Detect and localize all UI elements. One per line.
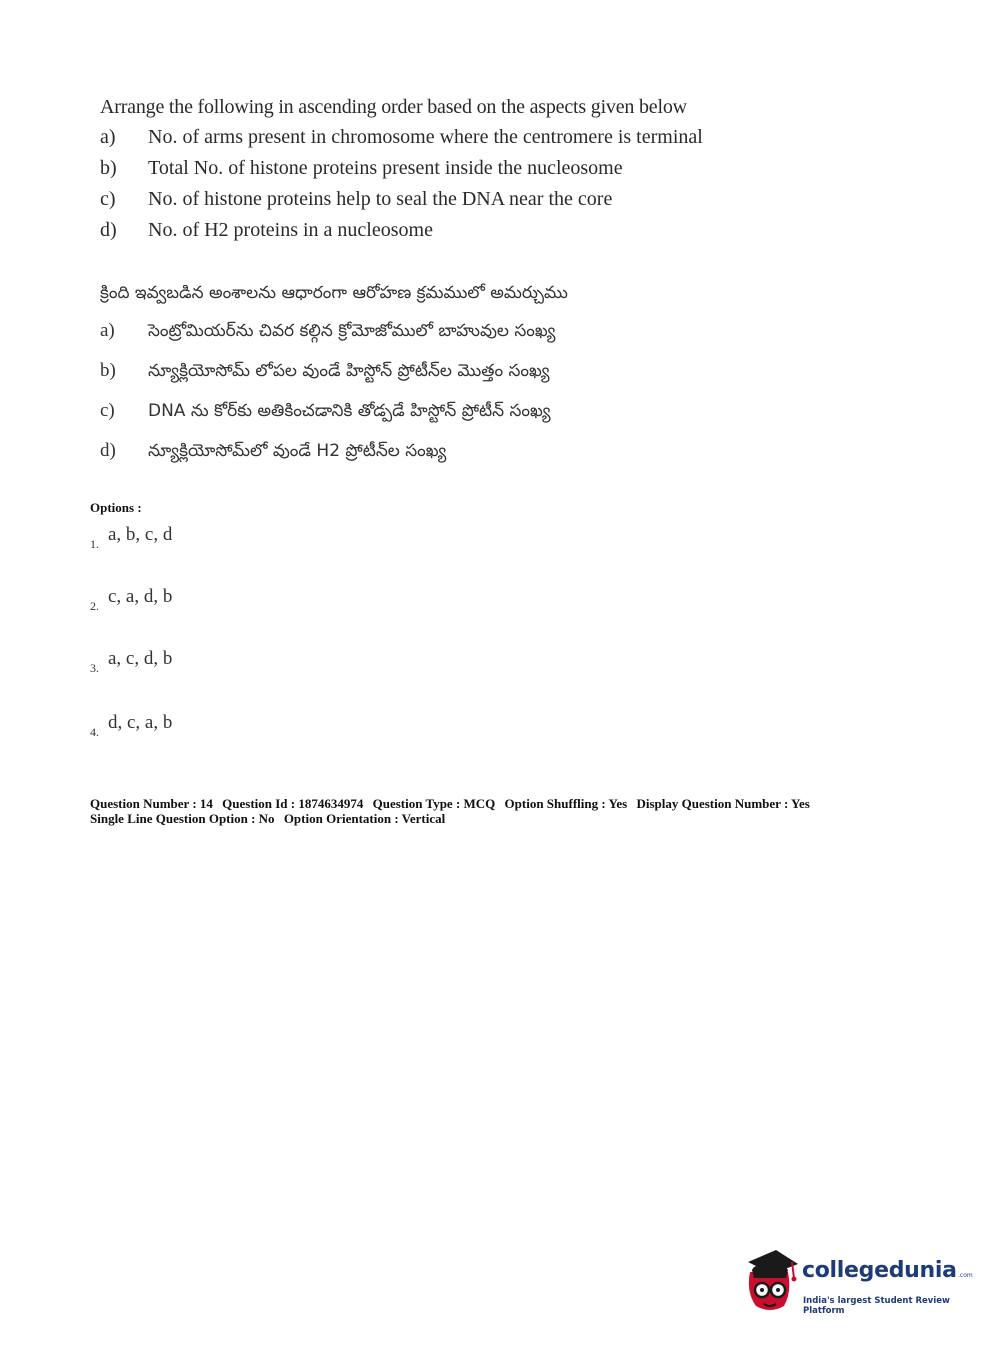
option-number: 3.: [90, 661, 99, 675]
question-block: [92, 96, 762, 479]
item-label: a): [100, 320, 115, 341]
mascot-graduate-icon: [742, 1248, 800, 1318]
item-label: b): [100, 360, 116, 381]
option-number: 4.: [90, 725, 99, 739]
meta-question-number: Question Number : 14: [90, 796, 213, 811]
item-text: సెంట్రోమియర్‌ను చివర కల్గిన క్రోమోజోములో బాహువుల సంఖ్య: [148, 321, 556, 341]
option-number: 1.: [90, 537, 99, 551]
item-label: d): [100, 219, 117, 241]
option-text: d, c, a, b: [108, 712, 173, 733]
item-label: b): [100, 157, 117, 179]
meta-option-orientation: Option Orientation : Vertical: [283, 811, 446, 826]
option-text: c, a, d, b: [108, 586, 173, 607]
item-label: d): [100, 440, 116, 461]
meta-single-line-option: Single Line Question Option : No: [90, 811, 275, 826]
logo-tagline: India's largest Student Review Platform: [803, 1296, 950, 1316]
question-metadata: [90, 796, 816, 826]
item-text: No. of histone proteins help to seal the DNA near the core: [148, 188, 613, 210]
option-number: 2.: [90, 599, 99, 613]
question-title-english: Arrange the following in ascending order based on the aspects given below: [100, 96, 687, 118]
item-text: DNA ను కోర్‌కు అతికించడానికి తోడ్పడే హిస్టోన్ ప్రోటీన్ సంఖ్య: [148, 401, 551, 421]
item-label: a): [100, 126, 116, 148]
item-label: c): [100, 188, 116, 210]
option-text: a, c, d, b: [108, 648, 173, 669]
telugu-item: [100, 359, 762, 383]
meta-question-id: Question Id : 1874634974: [222, 796, 364, 811]
english-item: [100, 218, 762, 243]
telugu-block: [92, 283, 762, 463]
telugu-item: [100, 319, 762, 343]
option-2[interactable]: [90, 586, 172, 614]
telugu-item: [100, 439, 762, 463]
item-label: c): [100, 400, 115, 421]
collegedunia-logo: [742, 1248, 972, 1324]
telugu-item: [100, 399, 762, 423]
item-text: న్యూక్లియోసోమ్ లోపల వుండే హిస్టోన్ ప్రోటీన్‌ల మొత్తం సంఖ్య: [148, 361, 550, 381]
item-text: Total No. of histone proteins present inside the nucleosome: [148, 157, 623, 179]
option-4[interactable]: [90, 712, 172, 740]
logo-wordmark: collegedunia: [802, 1258, 957, 1283]
meta-question-type: Question Type : MCQ: [372, 796, 496, 811]
options-label: Options :: [90, 500, 142, 515]
question-title-telugu: క్రింది ఇవ్వబడిన అంశాలను ఆధారంగా ఆరోహణ క్రమములో అమర్చుము: [100, 283, 568, 303]
english-item: [100, 156, 762, 181]
metadata-line-1: [90, 796, 816, 811]
item-text: న్యూక్లియోసోమ్‌లో వుండే H2 ప్రోటీన్‌ల సంఖ్య: [148, 441, 447, 461]
english-item: [100, 187, 762, 212]
meta-display-question-number: Display Question Number : Yes: [636, 796, 810, 811]
metadata-line-2: [90, 811, 816, 826]
logo-suffix: .com: [958, 1272, 973, 1279]
item-text: No. of H2 proteins in a nucleosome: [148, 219, 433, 241]
option-text: a, b, c, d: [108, 524, 173, 545]
meta-option-shuffling: Option Shuffling : Yes: [504, 796, 628, 811]
option-3[interactable]: [90, 648, 172, 676]
english-item: [100, 125, 762, 150]
item-text: No. of arms present in chromosome where the centromere is terminal: [148, 126, 703, 148]
option-1[interactable]: [90, 524, 172, 552]
